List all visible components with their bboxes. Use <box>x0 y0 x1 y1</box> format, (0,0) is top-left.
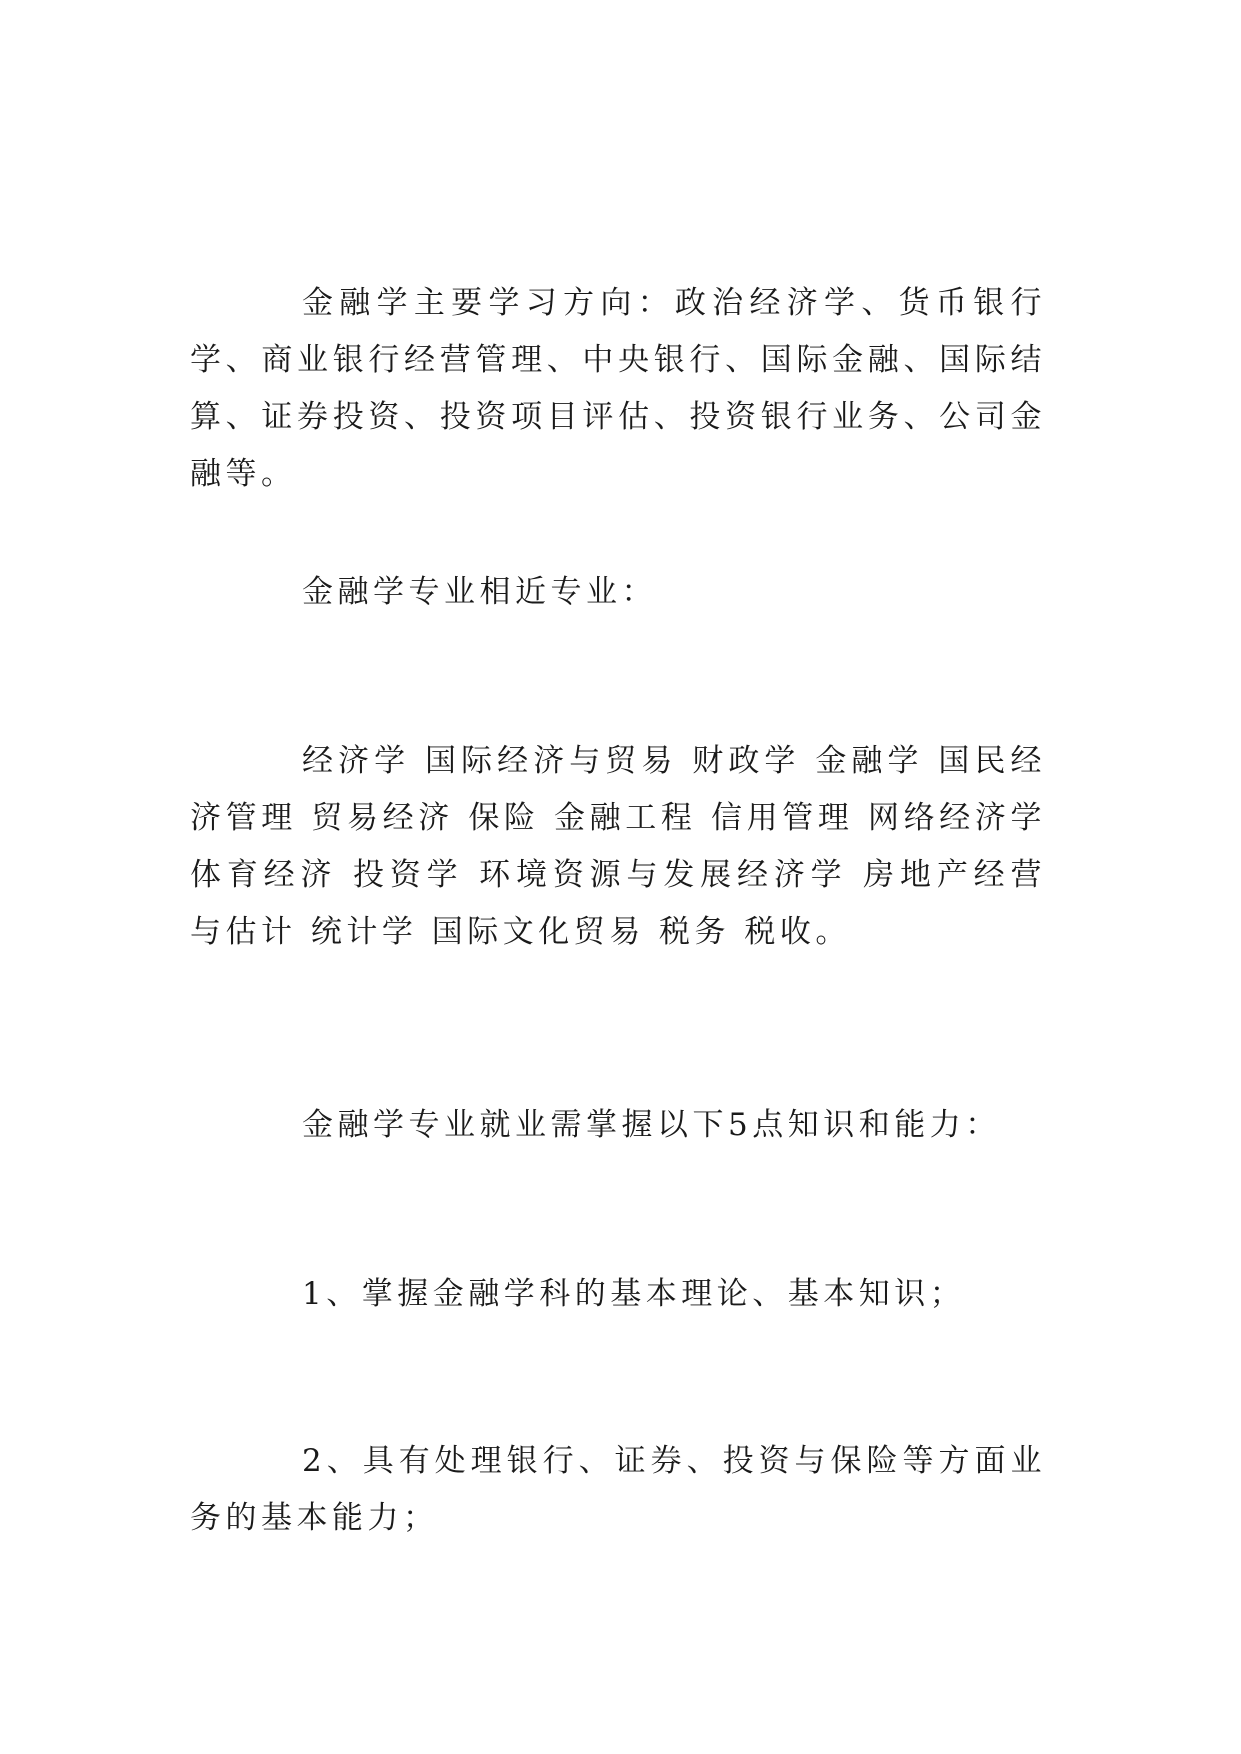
paragraph-skill-2: 2、具有处理银行、证券、投资与保险等方面业务的基本能力； <box>190 1443 1046 1536</box>
paragraph-related-majors-heading: 金融学专业相近专业： <box>302 574 657 610</box>
paragraph-related-majors-list: 经济学 国际经济与贸易 财政学 金融学 国民经济管理 贸易经济 保险 金融工程 信用管理 网络经济学 体育经济 投资学 环境资源与发展经济学 房地产经营与估计 统计学 国际文化贸易 税务 税收。 <box>190 743 1046 950</box>
paragraph-skill-1: 1、掌握金融学科的基本理论、基本知识； <box>302 1276 966 1312</box>
paragraph-skills-heading: 金融学专业就业需掌握以下5点知识和能力： <box>302 1107 1001 1143</box>
paragraph-study-directions: 金融学主要学习方向：政治经济学、货币银行学、商业银行经营管理、中央银行、国际金融、国际结算、证券投资、投资项目评估、投资银行业务、公司金融等。 <box>190 285 1046 492</box>
